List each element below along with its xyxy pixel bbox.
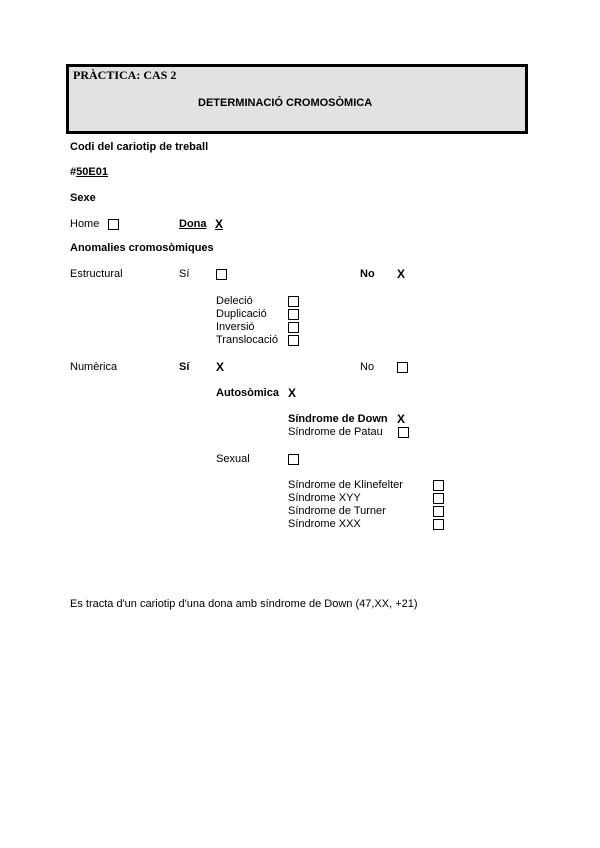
duplication-checkbox[interactable] (288, 309, 299, 320)
karyotype-code-label: Codi del cariotip de treball (70, 141, 209, 153)
anomalies-heading: Anomalies cromosòmiques (70, 242, 214, 254)
translocation-label: Translocació (216, 334, 278, 346)
sex-heading: Sexe (70, 192, 96, 204)
deletion-checkbox[interactable] (288, 296, 299, 307)
numeric-yes-mark[interactable]: X (216, 360, 225, 374)
down-syndrome-label: Síndrome de Down (288, 413, 388, 425)
structural-yes-checkbox[interactable] (216, 269, 227, 280)
klinefelter-checkbox[interactable] (433, 480, 444, 491)
turner-checkbox[interactable] (433, 506, 444, 517)
xxx-label: Síndrome XXX (288, 518, 361, 530)
male-label: Home (70, 218, 100, 230)
numeric-label: Numèrica (70, 361, 118, 373)
inversion-label: Inversió (216, 321, 255, 333)
autosomal-mark[interactable]: X (288, 386, 297, 400)
klinefelter-label: Síndrome de Klinefelter (288, 479, 403, 491)
autosomal-label: Autosòmica (216, 387, 279, 399)
practice-label: PRÀCTICA: CAS 2 (73, 68, 177, 82)
karyotype-code-prefix: # (70, 166, 77, 178)
duplication-label: Duplicació (216, 308, 267, 320)
patau-syndrome-checkbox[interactable] (398, 427, 409, 438)
turner-label: Síndrome de Turner (288, 505, 386, 517)
karyotype-code (70, 166, 108, 178)
sexual-checkbox[interactable] (288, 454, 299, 465)
numeric-yes-label: Sí (179, 361, 190, 373)
female-mark[interactable]: X (215, 217, 224, 231)
structural-no-label: No (360, 268, 375, 280)
karyotype-code-value: 50E01 (76, 166, 108, 178)
xyy-label: Síndrome XYY (288, 492, 361, 504)
xxx-checkbox[interactable] (433, 519, 444, 530)
male-checkbox[interactable] (108, 219, 119, 230)
patau-syndrome-label: Síndrome de Patau (288, 426, 383, 438)
structural-label: Estructural (70, 268, 123, 280)
translocation-checkbox[interactable] (288, 335, 299, 346)
numeric-no-checkbox[interactable] (397, 362, 408, 373)
deletion-label: Deleció (216, 295, 253, 307)
conclusion-text: Es tracta d'un cariotip d'una dona amb síndrome de Down (47,XX, +21) (70, 598, 418, 610)
numeric-no-label: No (360, 361, 375, 373)
xyy-checkbox[interactable] (433, 493, 444, 504)
down-syndrome-mark[interactable]: X (397, 412, 406, 426)
sexual-label: Sexual (216, 453, 250, 465)
female-label: Dona (179, 218, 207, 230)
inversion-checkbox[interactable] (288, 322, 299, 333)
structural-yes-label: Sí (179, 268, 190, 280)
structural-no-mark[interactable]: X (397, 267, 406, 281)
page-title: DETERMINACIÓ CROMOSÒMICA (198, 97, 373, 109)
